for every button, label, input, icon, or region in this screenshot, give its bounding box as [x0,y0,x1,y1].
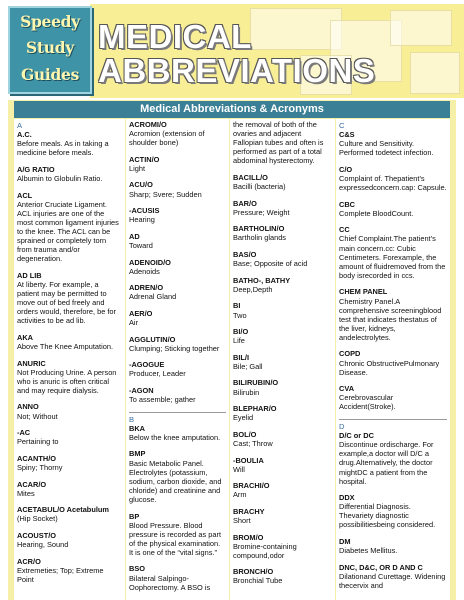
abbreviation-definition: Dilationand Curettage. Widening thecervix and [339,571,446,590]
abbreviation-definition: Diabetes Mellitus. [339,546,398,556]
abbreviation-definition: Albumin to Globulin Ratio. [17,173,103,183]
abbreviation-entry [233,430,332,448]
abbreviation-term: BSO [129,564,146,574]
abbreviation-definition: Producer, Leader [129,369,186,379]
abbreviation-definition: Will [233,464,245,474]
abbreviation-entry [129,283,226,301]
abbreviation-definition: Before meals. As in taking a medicine before meals. [17,139,109,158]
page-title-line1: MEDICAL [98,18,252,55]
abbreviation-entry [17,333,122,351]
abbreviation-definition: Base; Opposite of acid [233,259,308,269]
abbreviation-term: BMP [129,449,146,459]
abbreviation-entry [339,493,447,529]
abbreviation-entry [129,120,226,147]
abbreviation-entry [233,199,332,217]
abbreviation-definition: To assemble; gather [129,395,196,405]
abbreviation-definition: Complete BloodCount. [339,208,414,218]
abbreviation-entry [17,130,122,157]
abbreviation-definition: (Hip Socket) [17,514,58,524]
column-2 [126,119,229,600]
abbreviation-entry [339,563,447,590]
continued-definition: the removal of both of the ovaries and adjacent Fallopian tubes and often is performed as part of a total abdominal hysterectomy. [233,120,324,166]
abbreviation-entry [129,449,226,504]
abbreviation-definition: Hearing, Sound [17,539,69,549]
abbreviation-entry [233,567,332,585]
abbreviation-definition: Cast; Throw [233,438,273,448]
abbreviation-definition: At liberty. For example, a patient may be permitted to move out of bed freely and orders would, therefore, be for activities to be ad lib. [17,279,117,326]
abbreviation-term: AGGLUTIN/O [129,334,176,344]
abbreviation-term: BILIRUBIN/O [233,378,279,388]
abbreviation-term: ADREN/O [129,283,164,293]
abbreviation-definition: Air [129,318,139,327]
abbreviation-entry [339,384,447,411]
logo-line: Speedy [20,12,80,31]
abbreviation-entry [17,557,122,584]
abbreviation-entry [339,130,447,157]
abbreviation-term: ACTIN/O [129,154,160,164]
abbreviation-term: DM [339,537,351,547]
abbreviation-entry [17,531,122,549]
abbreviation-definition: Life [233,336,245,346]
abbreviation-entry [233,456,332,474]
abbreviation-term: CBC [339,199,356,209]
abbreviation-term: -AGOGUE [129,360,165,370]
abbreviation-entry [129,360,226,378]
abbreviation-term: ACANTH/O [17,453,57,463]
abbreviation-definition: Light [129,163,146,173]
abbreviation-term: BRACHI/O [233,481,270,491]
abbreviation-entry [17,191,122,264]
abbreviation-entry [233,173,332,191]
abbreviation-entry [129,309,226,327]
abbreviation-definition: Spiny; Thorny [17,462,63,472]
section-letter: A [17,121,23,130]
column-3 [230,119,335,600]
abbreviation-entry [129,232,226,250]
decorative-square [250,8,342,50]
abbreviation-entry [233,276,332,294]
abbreviation-entry [17,454,122,472]
abbreviation-definition: Eyelid [233,413,254,423]
abbreviation-entry [129,564,226,591]
abbreviation-term: ACOUST/O [17,530,57,540]
abbreviation-term: BACILL/O [233,172,268,182]
speedy-study-guides-logo [8,6,92,94]
abbreviation-term: ANNO [17,402,39,412]
abbreviation-entry [17,402,122,420]
abbreviation-entry [233,404,332,422]
abbreviation-term: BATHO-, BATHY [233,275,291,285]
abbreviation-definition: Bacilli (bacteria) [233,182,286,192]
abbreviation-term: AD LIB [17,270,42,280]
abbreviation-definition: Chemistry Panel.A comprehensive screeningblood test that indicates thestatus of the liver, kidneys, andelectrolytes. [339,296,442,342]
page-title-line2: ABBREVIATIONS [98,52,376,89]
abbreviation-definition: Bromine-containing compound,odor [233,541,297,560]
abbreviation-term: BAR/O [233,198,257,208]
abbreviation-definition: Two [233,310,247,320]
abbreviation-definition: Clumping; Sticking together [129,343,220,353]
abbreviation-definition: Bile; Gall [233,361,263,371]
abbreviation-term: BAS/O [233,250,257,260]
section-divider [339,419,447,420]
abbreviation-entry [129,335,226,353]
abbreviation-term: -ACUSIS [129,206,160,216]
abbreviation-entry [233,301,332,319]
abbreviation-definition: Sharp; Svere; Sudden [129,189,202,199]
abbreviation-entry [17,480,122,498]
abbreviation-definition: Acromion (extension of shoulder bone) [129,129,205,148]
abbreviation-term: BLEPHAR/O [233,404,277,414]
abbreviation-entry [129,206,226,224]
abbreviation-term: COPD [339,349,361,359]
abbreviation-entry [17,428,122,446]
abbreviation-entry [233,533,332,560]
abbreviation-term: ANURIC [17,358,46,368]
abbreviation-term: BARTHOLIN/O [233,224,285,234]
section-letter: B [129,414,135,424]
abbreviation-entry [233,481,332,499]
abbreviation-definition: Complaint of. Thepatient’s expressedconcern.cap: Capsule. [339,173,447,193]
abbreviation-entry [129,512,226,557]
section-letter: C [339,121,345,130]
abbreviation-term: CC [339,225,350,235]
abbreviation-term: AD [129,231,140,241]
header [0,0,464,100]
abbreviation-entry [17,271,122,326]
logo-line: Study [26,38,74,57]
abbreviation-definition: Bilirubin [233,387,260,397]
abbreviation-definition: Culture and Sensitivity. Performed todetect infection. [339,139,434,158]
abbreviation-entry [129,258,226,276]
abbreviation-term: BIL/I [233,352,250,362]
abbreviation-entry [233,353,332,371]
abbreviation-term: DDX [339,493,355,503]
abbreviation-definition: Chief Complaint.The patient’s main concern.cc: Cubic Centimeters. Forexample, the amount of fluidremoved from the body isrecorded in ccs. [339,234,446,280]
abbreviation-entry [339,165,447,192]
column-1 [14,119,125,600]
abbreviation-term: BRACHY [233,506,265,516]
abbreviation-definition: Hearing [129,215,155,225]
abbreviation-term: BOL/O [233,429,257,439]
abbreviation-term: BI/O [233,327,249,337]
abbreviation-entry [233,507,332,525]
abbreviation-term: ACETABUL/O Acetabulum [17,505,109,515]
abbreviation-definition: Short [233,516,251,525]
abbreviation-entry [339,349,447,376]
abbreviation-entry [233,224,332,242]
abbreviation-term: ACAR/O [17,479,47,489]
abbreviation-term: ACR/O [17,556,41,566]
column-4 [336,119,450,600]
abbreviation-term: -AGON [129,385,154,395]
abbreviation-definition: Anterior Cruciate Ligament. ACL injuries are one of the most common ligament injuries to the knee. The ACL can be sprained or completely torn from trauma and/or degeneration. [17,199,119,264]
abbreviation-term: -BOULIA [233,455,264,465]
abbreviation-definition: Bronchial Tube [233,576,283,586]
abbreviation-entry [129,155,226,173]
abbreviation-definition: Adrenal Gland [129,292,177,302]
abbreviation-term: C&S [339,130,355,140]
abbreviation-definition: Not; Without [17,411,58,421]
abbreviation-term: -AC [17,428,31,438]
logo-line: Guides [20,65,80,84]
abbreviation-definition: Pertaining to [17,437,59,447]
abbreviation-entry [339,287,447,342]
abbreviation-term: A.C. [17,130,32,140]
abbreviation-definition: Basic Metabolic Panel. Electrolytes (potassium, sodium, carbon dioxide, and chloride) and creatinine and glucose. [129,458,222,504]
abbreviation-definition: Bilateral Salpingo-Oophorectomy. A BSO is [129,573,211,592]
abbreviation-definition: Arm [233,490,247,500]
abbreviation-term: D/C or DC [339,431,374,441]
abbreviation-term: DNC, D&C, OR D AND C [339,562,423,572]
abbreviation-term: AKA [17,332,34,342]
section-banner: Medical Abbreviations & Acronyms [14,101,450,118]
abbreviation-definition: Mites [17,488,35,498]
abbreviation-definition: Cerebrovascular Accident(Stroke). [339,393,396,412]
abbreviation-definition: Bartholin glands [233,233,287,243]
abbreviation-entry [233,378,332,396]
abbreviation-term: CHEM PANEL [339,287,388,297]
abbreviation-term: BRONCH/O [233,567,274,577]
abbreviation-term: A/G RATIO [17,164,55,174]
abbreviation-entry [17,165,122,183]
abbreviation-entry [129,424,226,442]
abbreviation-term: ACU/O [129,180,153,190]
abbreviation-entry [129,386,226,404]
abbreviation-term: C/O [339,164,353,174]
abbreviation-definition: Not Producing Urine. A person who is anuric is often critical and may require dialysis. [17,367,117,395]
abbreviation-definition: Toward [129,240,153,250]
abbreviation-entry [233,327,332,345]
abbreviation-term: AER/O [129,308,153,318]
section-letter: D [339,422,345,432]
abbreviation-term: BKA [129,423,146,433]
abbreviation-entry [17,505,122,523]
abbreviation-entry [233,120,332,165]
abbreviation-entry [233,250,332,268]
abbreviation-entry [17,359,122,395]
abbreviation-definition: Chronic ObstructivePulmonary Disease. [339,358,440,377]
abbreviation-definition: Deep,Depth [233,284,273,294]
section-divider [129,412,226,413]
abbreviation-definition: Extremeties; Top; Extreme Point [17,565,104,584]
abbreviation-term: BP [129,511,140,521]
abbreviation-entry [339,200,447,218]
abbreviation-definition: Above The Knee Amputation. [17,341,114,351]
abbreviation-definition: Adenoids [129,266,160,276]
abbreviation-entry [339,431,447,486]
decorative-square [390,10,452,46]
abbreviation-definition: Below the knee amputation. [129,432,221,442]
abbreviation-definition: Discontinue ordischarge. For example,a doctor will D/C a drug.Alternatively, the doctor mightDC a patient from the hospital. [339,440,434,486]
abbreviation-term: BI [233,301,241,311]
abbreviation-entry [339,537,447,555]
abbreviation-definition: Pressure; Weight [233,207,290,217]
abbreviation-definition: Blood Pressure. Blood pressure is recorded as part of the physical examination. It is one of the “vital signs.” [129,520,222,557]
abbreviation-entry [339,225,447,280]
abbreviation-definition: Differential Diagnosis. Thevariety diagnostic possibilitiesbeing considered. [339,502,436,530]
abbreviation-term: BROM/O [233,532,264,542]
abbreviation-entry [129,180,226,198]
decorative-square [410,52,460,94]
abbreviation-term: ACL [17,190,33,200]
abbreviation-term: ADENOID/O [129,257,171,267]
abbreviation-term: ACROMI/O [129,120,167,129]
abbreviation-term: CVA [339,384,355,394]
